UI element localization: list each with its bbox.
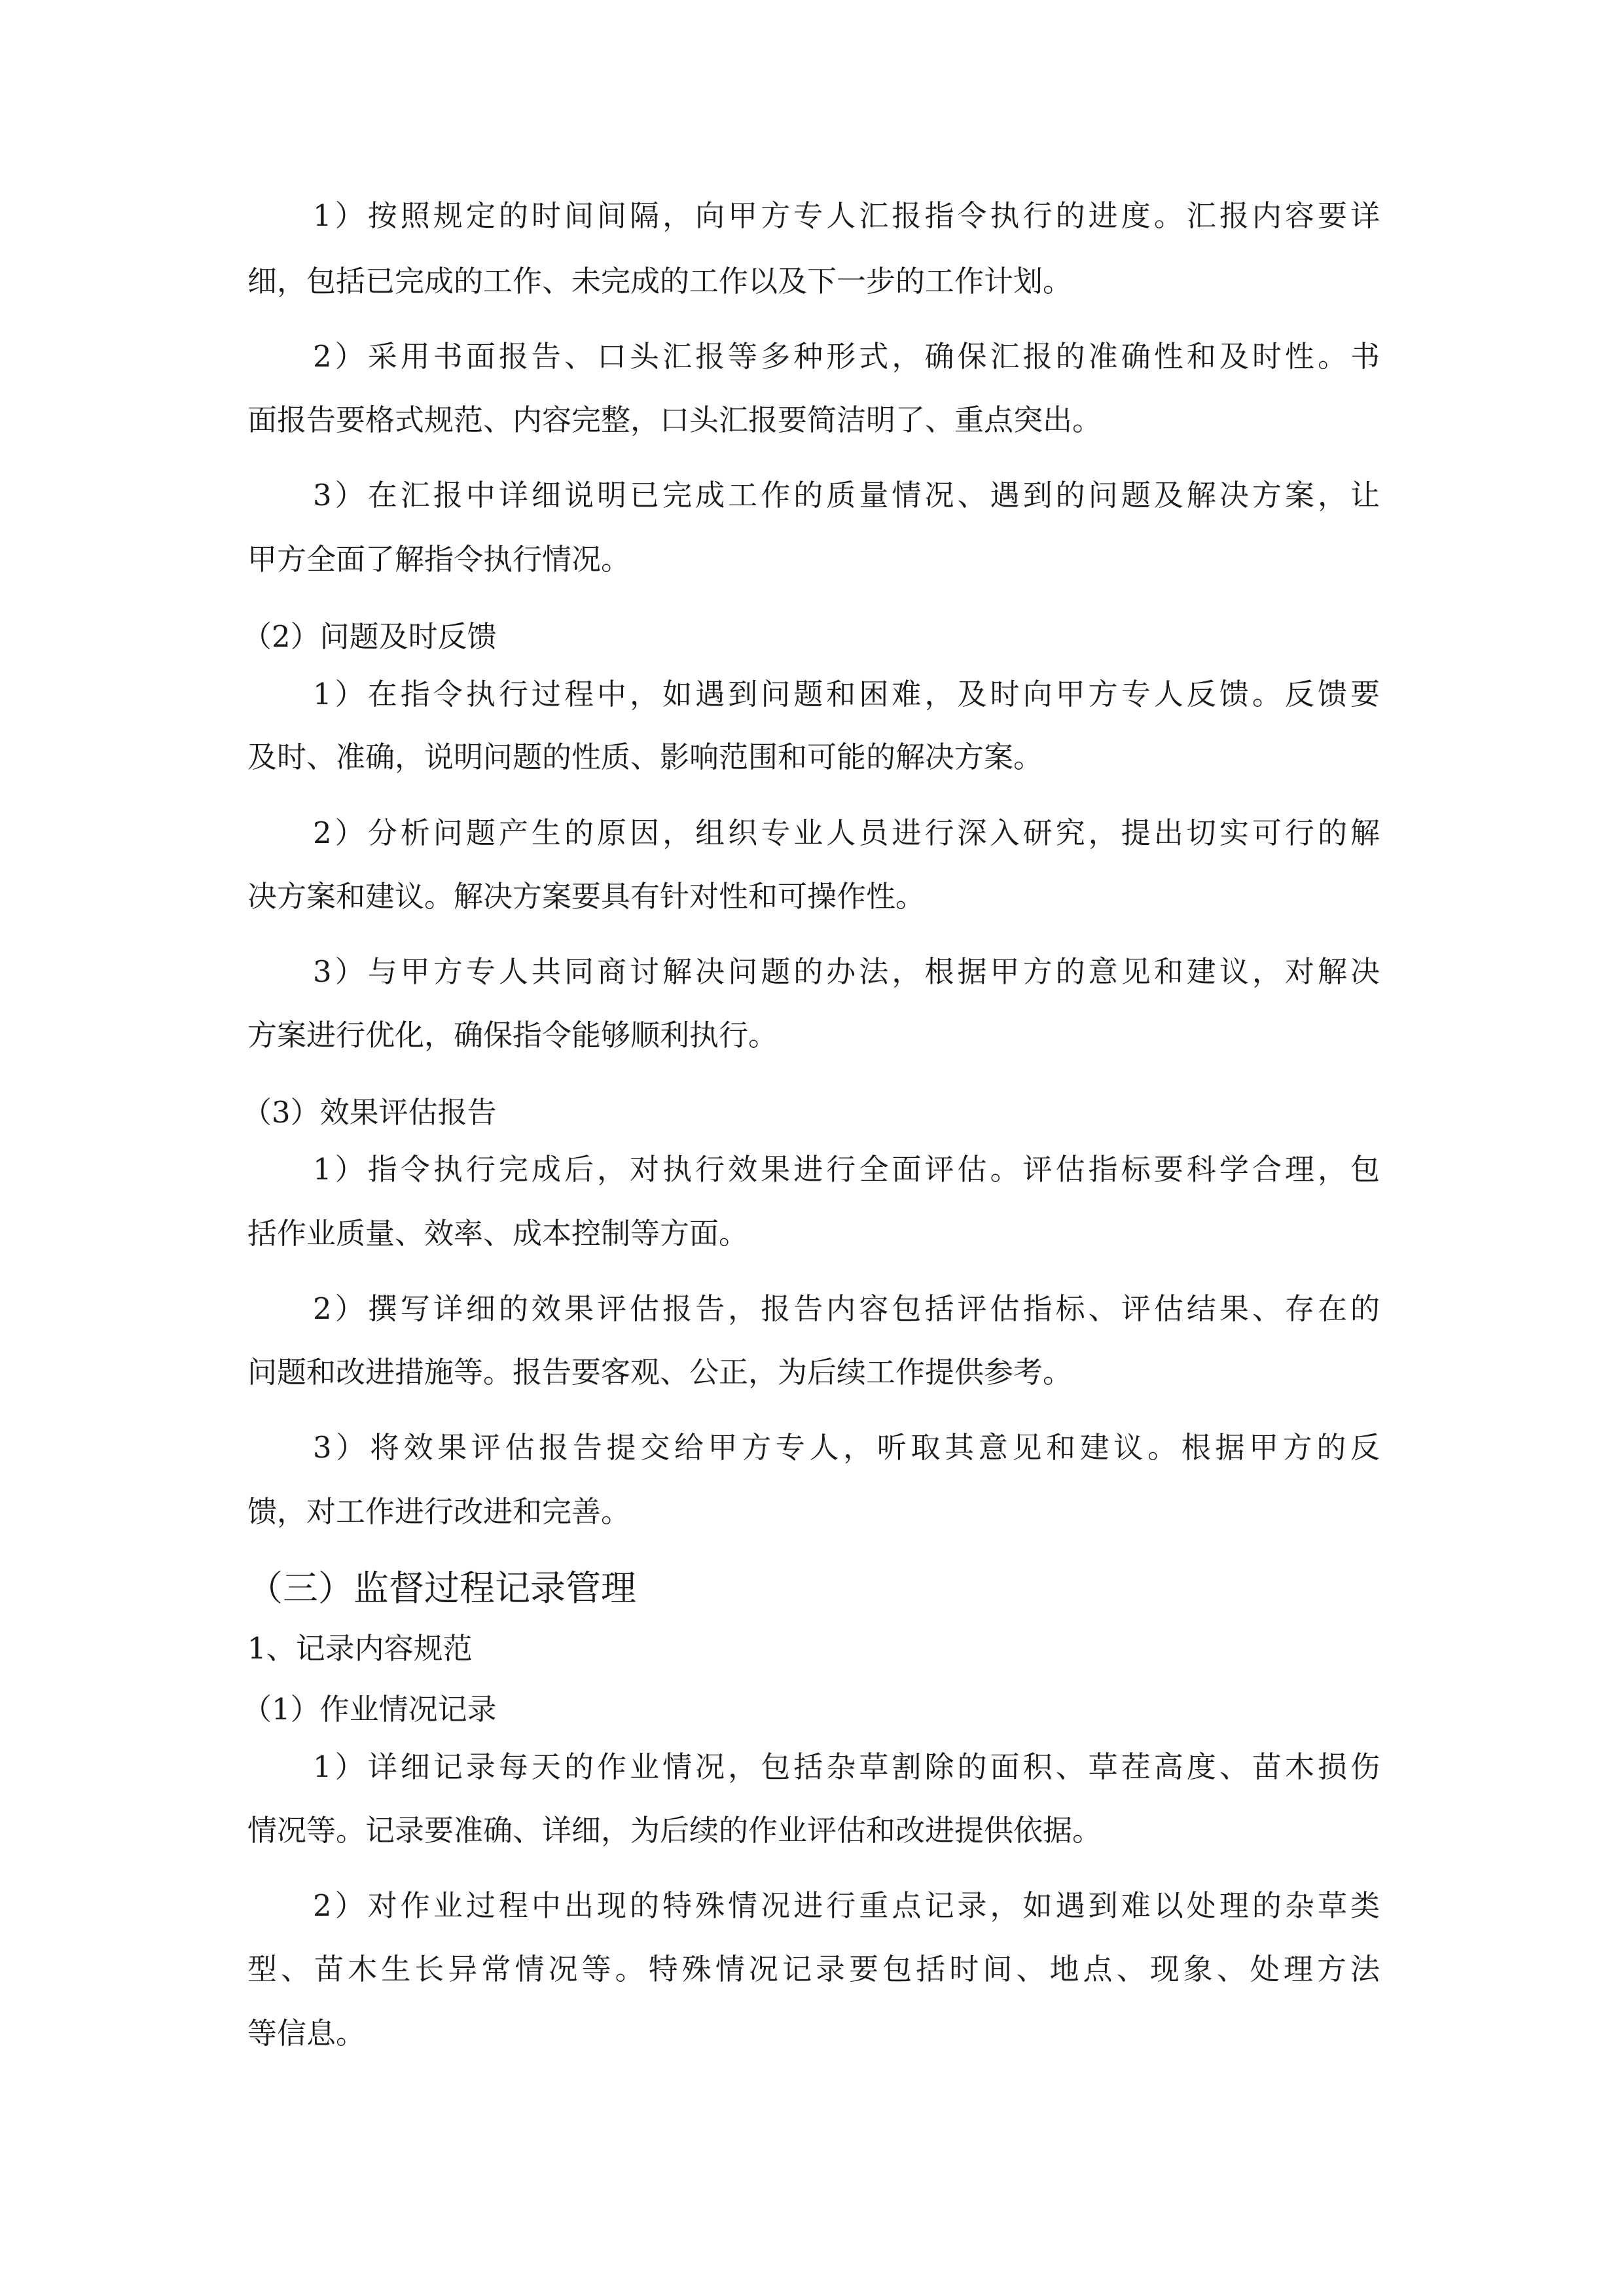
paragraph-line: 等信息。 <box>247 2016 366 2051</box>
paragraph-line: 方案进行优化，确保指令能够顺利执行。 <box>247 1018 778 1052</box>
paragraph-line: 1）在指令执行过程中，如遇到问题和困难，及时向甲方专人反馈。反馈要 <box>313 677 1380 711</box>
paragraph-line: 2）分析问题产生的原因，组织专业人员进行深入研究，提出切实可行的解 <box>313 816 1380 850</box>
subheading: （2）问题及时反馈 <box>242 619 497 654</box>
subheading: （3）效果评估报告 <box>242 1095 497 1130</box>
paragraph-line: 问题和改进措施等。报告要客观、公正，为后续工作提供参考。 <box>247 1355 1073 1390</box>
paragraph-line: 细，包括已完成的工作、未完成的工作以及下一步的工作计划。 <box>247 264 1073 298</box>
paragraph-line: 1）指令执行完成后，对执行效果进行全面评估。评估指标要科学合理，包 <box>313 1152 1380 1187</box>
paragraph-line: 1）按照规定的时间间隔，向甲方专人汇报指令执行的进度。汇报内容要详 <box>313 198 1380 233</box>
heading: 1、记录内容规范 <box>247 1631 473 1666</box>
paragraph-line: 2）对作业过程中出现的特殊情况进行重点记录，如遇到难以处理的杂草类 <box>313 1888 1380 1923</box>
paragraph-line: 馈，对工作进行改进和完善。 <box>247 1494 631 1529</box>
paragraph-line: 1）详细记录每天的作业情况，包括杂草割除的面积、草茬高度、苗木损伤 <box>313 1749 1380 1784</box>
paragraph-line: 3）与甲方专人共同商讨解决问题的办法，根据甲方的意见和建议，对解决 <box>313 954 1380 989</box>
paragraph-line: 2）采用书面报告、口头汇报等多种形式，确保汇报的准确性和及时性。书 <box>313 339 1380 374</box>
section-heading: （三）监督过程记录管理 <box>247 1568 636 1609</box>
paragraph-line: 型、苗木生长异常情况等。特殊情况记录要包括时间、地点、现象、处理方法 <box>247 1952 1380 1986</box>
paragraph-line: 及时、准确，说明问题的性质、影响范围和可能的解决方案。 <box>247 740 1043 774</box>
subheading: （1）作业情况记录 <box>242 1692 497 1727</box>
paragraph-line: 3）在汇报中详细说明已完成工作的质量情况、遇到的问题及解决方案，让 <box>313 478 1380 512</box>
paragraph-line: 决方案和建议。解决方案要具有针对性和可操作性。 <box>247 879 926 914</box>
paragraph-line: 2）撰写详细的效果评估报告，报告内容包括评估指标、评估结果、存在的 <box>313 1291 1380 1326</box>
paragraph-line: 括作业质量、效率、成本控制等方面。 <box>247 1216 749 1251</box>
paragraph-line: 情况等。记录要准确、详细，为后续的作业评估和改进提供依据。 <box>247 1813 1102 1848</box>
paragraph-line: 面报告要格式规范、内容完整，口头汇报要简洁明了、重点突出。 <box>247 403 1102 437</box>
paragraph-line: 甲方全面了解指令执行情况。 <box>247 542 631 577</box>
paragraph-line: 3）将效果评估报告提交给甲方专人，听取其意见和建议。根据甲方的反 <box>313 1430 1380 1465</box>
